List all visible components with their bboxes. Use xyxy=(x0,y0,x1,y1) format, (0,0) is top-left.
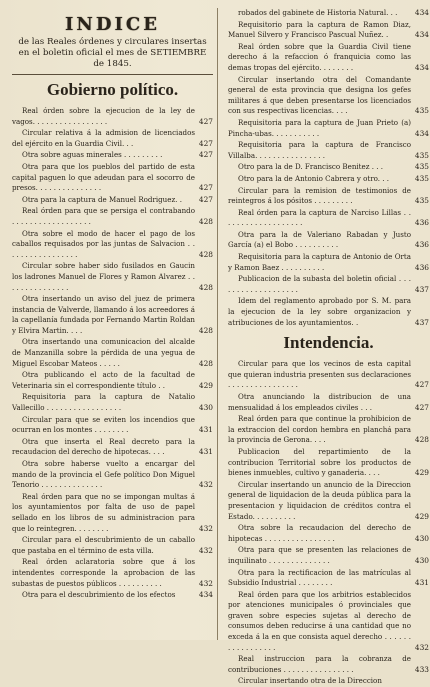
index-entry xyxy=(12,206,213,227)
index-entry xyxy=(12,294,213,336)
entry-page-number: 432 xyxy=(198,523,213,533)
entry-page-number: 432 xyxy=(198,545,213,555)
index-entry xyxy=(228,186,429,207)
index-entry xyxy=(228,208,429,229)
section-title-gobierno: Gobierno político. xyxy=(46,80,179,99)
entry-text: Requisitoria para la captura de Antonio de Orta y Ramon Baez . . . . . . . . . . xyxy=(228,252,411,272)
entry-page-number: 427 xyxy=(198,138,213,148)
entry-text: Otra sobre el modo de hacer el pago de los caballos requisados por las juntas de Salvacion . . . . . . . . . . . . . . . . . xyxy=(12,228,195,259)
title-rule xyxy=(12,74,213,75)
index-entry xyxy=(12,195,213,206)
entry-page-number: 436 xyxy=(414,240,429,250)
entry-page-number: 428 xyxy=(414,435,429,445)
entry-page-number: 430 xyxy=(198,403,213,413)
entry-page-number: 435 xyxy=(414,196,429,206)
entry-page-number: 428 xyxy=(198,249,213,259)
entry-text: Real órden para la captura de Narciso Lillas . . . . . . . . . . . . . . . . . . . xyxy=(228,207,411,228)
entry-page-number: 431 xyxy=(198,425,213,435)
entry-page-number: 429 xyxy=(414,468,429,478)
entry-page-number: 431 xyxy=(198,447,213,457)
index-subtitle: de las Reales órdenes y circulares insertas en el boletin oficial el mes de SETIEMBRE de 1845. xyxy=(18,37,207,69)
entry-text: Real órden para que los arbitrios establecidos por atenciones municipales ó provinciales que graven sobre especies sujetas al derecho de consumos deben reducirse á una cantidad que no exceda á la en que consista aquel derecho . . . . . . . . . . . . . . . . . xyxy=(228,589,411,652)
entry-page-number: 430 xyxy=(414,555,429,565)
entry-text: Real órden para que no se impongan multas á los ayuntamientos por falta de uso de papel sellado en los libros de su administracion para que lo reintegren. . . . . . . . xyxy=(12,491,195,533)
right-column xyxy=(226,8,429,686)
entry-page-number: 432 xyxy=(198,480,213,490)
index-entry xyxy=(228,252,429,273)
entry-text: Otra anunciando la distribucion de una mensualidad á los empleados civiles . . . xyxy=(228,392,411,412)
index-entry xyxy=(12,337,213,369)
entry-page-number: 435 xyxy=(414,173,429,183)
index-entry xyxy=(12,492,213,534)
entry-text: Circular insertando otra del Comandante general de esta provincia que designa los gefes militares á que deben presentarse los licenciados con sus respectivas licencias. . . . xyxy=(228,74,411,116)
index-entry xyxy=(228,230,429,251)
index-entry xyxy=(228,392,429,413)
entry-page-number: 435 xyxy=(414,162,429,172)
index-entry xyxy=(228,447,429,479)
entry-text: Requisitoria para la captura de Natalio Vallecillo . . . . . . . . . . . . . . . . . xyxy=(12,392,195,413)
index-entry xyxy=(228,590,429,654)
entry-text: Real órden aclaratoria sobre que á los intendentes corresponde la aprobacion de las subastas de puestos públicos . . . . . . . . . . xyxy=(12,557,195,588)
entry-text: Requisitoria para la captura de Francisco Villalba. . . . . . . . . . . . . . . . xyxy=(228,140,411,160)
index-entry xyxy=(12,150,213,161)
entry-page-number: 427 xyxy=(198,183,213,193)
index-entry xyxy=(12,459,213,491)
index-entry xyxy=(228,162,429,173)
entry-page-number: 430 xyxy=(414,533,429,543)
entry-text: Circular insertando un anuncio de la Direccion general de liquidacion de la deuda pública para la presentacion y liquidacion de créditos contra el Estado. . . . . . . . . . xyxy=(228,479,411,521)
index-entry xyxy=(228,414,429,446)
index-entry xyxy=(228,75,429,117)
entry-text: Otra para la rectificacion de las matrículas al Subsidio Industrial . . . . . . . . xyxy=(228,567,411,588)
index-entry xyxy=(228,20,429,41)
entry-text: Otro para la de D. Francisco Benitez . . . xyxy=(238,162,383,172)
entry-text: Otra para el descubrimiento de los efectos xyxy=(22,590,176,600)
entry-text: Circular para que se eviten los incendios que ocurran en los montes . . . . . . . . xyxy=(12,414,195,435)
entry-page-number: 431 xyxy=(414,578,429,588)
entry-page-number: 434 xyxy=(414,30,429,40)
entry-text: Otra sobre aguas minerales . . . . . . . . . xyxy=(22,150,163,160)
index-entry xyxy=(228,545,429,566)
index-entry xyxy=(228,480,429,522)
entry-text: robados del gabinete de Historia Natural. . . xyxy=(238,8,398,17)
left-entry-list xyxy=(12,106,213,601)
index-entry xyxy=(228,118,429,139)
entry-text: Otra para que los pueblos del partido de esta capital paguen lo que adeudan para el socorro de presos. . . . . . . . . . . . . . . xyxy=(12,161,195,193)
section-title-intendencia: Intendencia. xyxy=(283,333,374,353)
right-entry-list xyxy=(228,359,429,687)
entry-page-number: 434 xyxy=(414,8,429,17)
entry-text: Otra publicando el acto de la facultad de Veterinaria sin el correspondiente título . . xyxy=(12,370,195,390)
entry-text: Requisitorio para la captura de Ramon Diaz, Manuel Silvero y Francisco Pascual Nuñez. . xyxy=(228,19,411,40)
index-entry xyxy=(228,42,429,74)
index-entry xyxy=(12,128,213,149)
entry-text: Idem del reglamento aprobado por S. M. para la ejecucion de la ley sobre organizacion y atribuciones de los ayuntamientos. . xyxy=(228,296,411,327)
entry-page-number: 428 xyxy=(198,216,213,226)
entry-page-number: 434 xyxy=(414,62,429,72)
entry-page-number: 432 xyxy=(198,578,213,588)
index-entry xyxy=(12,392,213,413)
entry-text: Circular para la remision de testimonios de reintegros á los pósitos . . . . . . . . . xyxy=(228,185,411,206)
index-entry xyxy=(12,106,213,127)
entry-text: Circular insertando otra de la Direccion xyxy=(238,676,382,686)
entry-page-number: 429 xyxy=(414,511,429,521)
index-entry xyxy=(12,370,213,391)
entry-page-number: 436 xyxy=(414,262,429,272)
entry-text: Real órden para que se persiga el contrabando . . . . . . . . . . . . . . . . . . xyxy=(12,206,195,226)
index-title: INDICE xyxy=(65,14,160,35)
index-entry xyxy=(228,140,429,161)
entry-text: Real instruccion para la cobranza de contribuciones . . . . . . . . . . . . . . . . xyxy=(228,654,411,674)
entry-page-number: 427 xyxy=(414,380,429,390)
entry-text: Requisitoria para la captura de Juan Prieto (a) Pincha-ubas. . . . . . . . . . . xyxy=(228,117,411,138)
entry-text: Otra sobre la recaudacion del derecho de hipotecas . . . . . . . . . . . . . . . . xyxy=(228,523,411,543)
entry-page-number: 427 xyxy=(198,194,213,204)
index-entry xyxy=(228,8,429,19)
entry-page-number: 436 xyxy=(414,218,429,228)
index-entry xyxy=(228,359,429,391)
entry-page-number: 437 xyxy=(414,284,429,294)
entry-text: Otra para la de Valeriano Rabadan y Justo García (a) el Bobo . . . . . . . . . . xyxy=(228,229,411,250)
index-entry xyxy=(12,557,213,589)
index-entry xyxy=(228,274,429,295)
index-entry xyxy=(228,523,429,544)
entry-page-number: 437 xyxy=(414,317,429,327)
entry-page-number: 427 xyxy=(198,116,213,126)
index-entry xyxy=(228,296,429,328)
entry-text: Otra insertando una comunicacion del alcalde de Manzanilla sobre la pérdida de una yegua de Miguel Escobar Mateos . . . . . xyxy=(12,337,195,368)
index-entry xyxy=(228,676,429,687)
index-entry xyxy=(12,162,213,194)
right-top-entry-list xyxy=(228,8,429,328)
index-entry xyxy=(12,415,213,436)
entry-page-number: 433 xyxy=(414,664,429,674)
entry-text: Circular sobre haber sido fusilados en Gaucin los ladrones Manuel de Flores y Ramon Alvarez . . . . . . . . . . . . . . . xyxy=(12,261,195,292)
entry-text: Otra para la captura de Manuel Rodriguez. . xyxy=(22,194,182,204)
entry-text: Publicacion del repartimiento de la contribucion Territorial sobre los productos de bienes inmuebles, cultivo y ganaderia. . . . xyxy=(228,446,411,478)
entry-page-number: 428 xyxy=(198,325,213,335)
entry-page-number: 434 xyxy=(414,128,429,138)
entry-page-number: 435 xyxy=(414,150,429,160)
entry-text: Otra insertando un aviso del juez de primera instancia de Valverde, llamando á los acreedores á la capellanía fundada por Fernando Martin Roldan y Elvira Martin. . . . xyxy=(12,294,195,335)
entry-text: Circular para el descubrimiento de un caballo que pastaba en el término de esta villa. xyxy=(12,535,195,555)
entry-text: Otra para que se presenten las relaciones de inquilinato . . . . . . . . . . . . . . xyxy=(228,545,411,565)
entry-text: Circular relativa á la admision de licenciados del ejército en la Guardia Civil. . . xyxy=(12,128,195,148)
index-entry xyxy=(12,261,213,293)
entry-page-number: 429 xyxy=(198,380,213,390)
entry-page-number: 428 xyxy=(198,282,213,292)
entry-text: Circular para que los vecinos de esta capital que quieran industria presenten sus declaraciones . . . . . . . . . . . . . . . . xyxy=(228,359,411,390)
entry-page-number: 427 xyxy=(198,150,213,160)
index-entry xyxy=(12,535,213,556)
index-entry xyxy=(228,568,429,589)
entry-page-number: 435 xyxy=(414,106,429,116)
entry-page-number: 427 xyxy=(414,402,429,412)
left-column xyxy=(12,8,218,640)
entry-page-number: 434 xyxy=(198,590,213,600)
entry-text: Otro para la de Antonio Cabrera y otro. . . xyxy=(238,173,390,183)
entry-page-number: 432 xyxy=(414,642,429,652)
entry-text: Real órden sobre la ejecucion de la ley de vagos. . . . . . . . . . . . . . . . . xyxy=(12,106,195,126)
entry-text: Otra que inserta el Real decreto para la recaudacion del derecho de hipotecas. . . . xyxy=(12,436,195,457)
index-entry xyxy=(228,174,429,185)
entry-text: Real órden sobre que la Guardia Civil tiene derecho á la refaccion ó franquicia como las demas tropas del ejército. . . . . . . . xyxy=(228,41,411,72)
entry-text: Publicacion de la subasta del boletin oficial . . . . . . . . . . . . . . . . . . . xyxy=(228,274,411,294)
entry-page-number: 428 xyxy=(198,358,213,368)
entry-text: Real órden para que continue la prohibicion de la extraccion del cordon hembra en planchá para la provincia de Gerona. . . . xyxy=(228,414,411,445)
index-entry xyxy=(228,654,429,675)
index-entry xyxy=(12,437,213,458)
index-entry xyxy=(12,229,213,261)
entry-text: Otra sobre haberse vuelto a encargar del mando de la provincia el Gefe político Don Miguel Tenorio . . . . . . . . . . . . . . xyxy=(12,459,195,490)
index-entry xyxy=(12,590,213,601)
